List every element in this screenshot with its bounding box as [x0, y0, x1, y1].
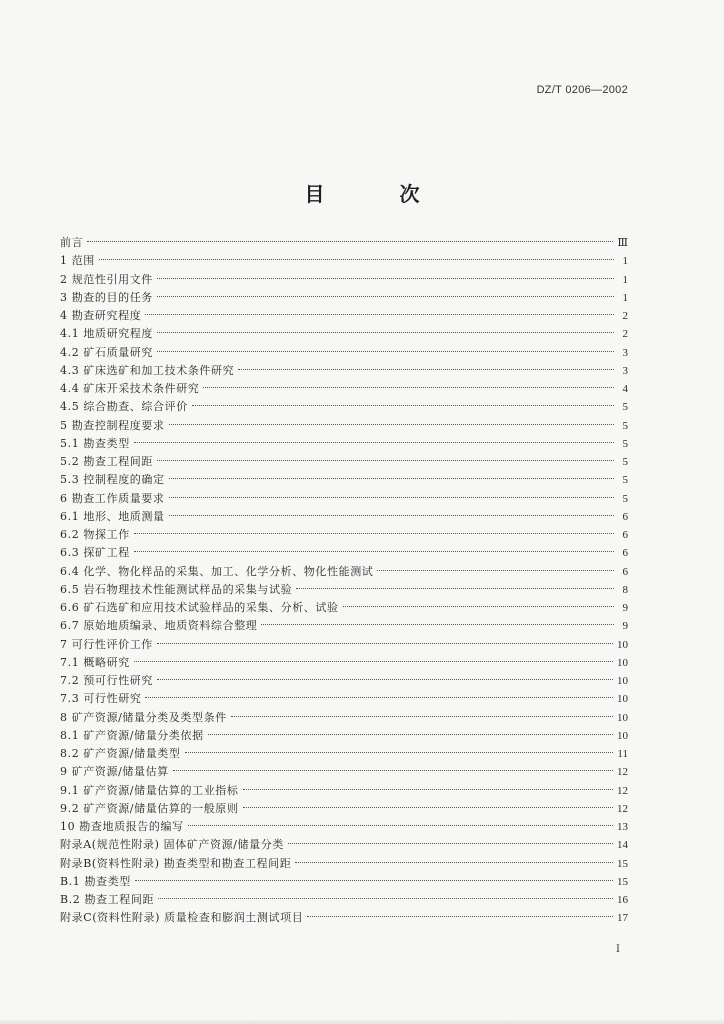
toc-entry-page: 1	[622, 291, 628, 304]
toc-entry[interactable]	[60, 873, 628, 891]
toc-dot-leader	[243, 807, 614, 808]
toc-entry[interactable]	[60, 709, 628, 727]
standard-code: DZ/T 0206—2002	[536, 84, 628, 96]
toc-entry-label: 2 规范性引用文件	[60, 272, 153, 286]
toc-dot-leader	[157, 278, 614, 279]
scan-edge	[0, 1020, 724, 1024]
toc-dot-leader	[295, 862, 613, 863]
toc-entry-label: 8.2 矿产资源/储量类型	[60, 747, 181, 760]
toc-dot-leader	[134, 533, 614, 534]
toc-entry[interactable]	[60, 544, 628, 562]
toc-entry-label: 4.3 矿床选矿和加工技术条件研究	[60, 363, 235, 377]
toc-dot-leader	[169, 497, 615, 498]
toc-entry[interactable]	[60, 654, 628, 672]
toc-entry-page: 12	[617, 784, 628, 797]
toc-entry[interactable]	[60, 727, 628, 745]
toc-dot-leader	[238, 369, 614, 370]
toc-entry-label: 附录C(资料性附录) 质量检查和膨润土测试项目	[60, 911, 304, 925]
toc-entry[interactable]	[60, 909, 628, 927]
toc-entry-page: 9	[622, 602, 628, 614]
toc-entry[interactable]	[60, 745, 628, 763]
toc-entry[interactable]	[60, 344, 628, 362]
toc-dot-leader	[307, 916, 613, 917]
toc-dot-leader	[231, 716, 613, 717]
toc-dot-leader	[157, 351, 614, 352]
toc-entry-page: 11	[617, 748, 628, 760]
toc-entry-page: 1	[622, 255, 628, 268]
toc-entry-page: 2	[622, 310, 628, 322]
toc-entry-label: 7.3 可行性研究	[60, 692, 142, 706]
toc-entry-page: 5	[622, 437, 628, 450]
toc-dot-leader	[157, 296, 614, 297]
toc-entry-label: 6.2 物探工作	[60, 528, 130, 541]
toc-entry-page: 10	[617, 729, 628, 742]
toc-entry[interactable]	[60, 763, 628, 781]
toc-entry-page: 16	[617, 894, 628, 906]
toc-dot-leader	[99, 259, 614, 260]
toc-entry[interactable]	[60, 289, 628, 307]
toc-entry-page: 12	[617, 766, 628, 779]
toc-entry-page: 10	[617, 656, 628, 669]
toc-dot-leader	[87, 241, 613, 242]
toc-entry-page: 6	[622, 547, 628, 560]
toc-entry[interactable]	[60, 508, 628, 526]
toc-entry[interactable]	[60, 252, 628, 270]
toc-entry-label: 7.2 预可行性研究	[60, 674, 153, 687]
toc-dot-leader	[208, 734, 613, 735]
toc-entry-label: 9.2 矿产资源/储量估算的一般原则	[60, 801, 239, 815]
toc-dot-leader	[157, 332, 614, 333]
toc-entry-label: 3 勘查的目的任务	[60, 290, 153, 304]
toc-entry-label: 7.1 概略研究	[60, 655, 130, 669]
toc-dot-leader	[188, 825, 613, 826]
toc-entry[interactable]	[60, 672, 628, 690]
toc-entry-page: 10	[617, 638, 628, 651]
toc-entry-label: 5.3 控制程度的确定	[60, 473, 165, 487]
toc-entry-label: 9 矿产资源/储量估算	[60, 765, 169, 779]
toc-dot-leader	[134, 551, 614, 552]
toc-entry-page: 10	[617, 711, 628, 724]
toc-entry-page: 5	[622, 401, 628, 414]
toc-dot-leader	[145, 314, 614, 315]
toc-entry-label: 8 矿产资源/储量分类及类型条件	[60, 710, 227, 724]
toc-entry[interactable]	[60, 855, 628, 873]
toc-entry[interactable]	[60, 271, 628, 289]
toc-entry-page: Ⅲ	[617, 237, 628, 249]
toc-entry-page: 13	[617, 821, 628, 833]
toc-entry-label: 10 勘查地质报告的编写	[60, 820, 184, 833]
toc-entry-label: 7 可行性评价工作	[60, 637, 153, 651]
toc-dot-leader	[134, 442, 614, 443]
toc-entry-label: 5.2 勘查工程间距	[60, 455, 153, 468]
toc-entry-page: 10	[617, 693, 628, 706]
toc-entry-label: 9.1 矿产资源/储量估算的工业指标	[60, 783, 239, 797]
toc-entry-label: 4.2 矿石质量研究	[60, 345, 153, 359]
toc-dot-leader	[169, 515, 614, 516]
toc-dot-leader	[157, 460, 614, 461]
toc-entry-page: 15	[617, 857, 628, 870]
toc-entry[interactable]	[60, 398, 628, 416]
toc-entry-page: 4	[622, 383, 628, 395]
toc-entry[interactable]	[60, 617, 628, 635]
toc-title: 目 次	[304, 182, 454, 206]
toc-entry[interactable]	[60, 581, 628, 599]
toc-entry-page: 5	[622, 474, 628, 487]
toc-entry-label: 6 勘查工作质量要求	[60, 491, 165, 505]
toc-entry-page: 8	[622, 583, 628, 596]
toc-entry-page: 3	[622, 364, 628, 377]
toc-entry[interactable]	[60, 690, 628, 708]
toc-entry-page: 6	[622, 565, 628, 578]
toc-dot-leader	[296, 588, 614, 589]
toc-entry-label: B.1 勘查类型	[60, 874, 131, 888]
toc-dot-leader	[243, 789, 614, 790]
toc-entry[interactable]	[60, 800, 628, 818]
toc-entry[interactable]	[60, 453, 628, 471]
toc-dot-leader	[173, 770, 613, 771]
toc-entry-page: 5	[622, 492, 628, 505]
toc-entry[interactable]	[60, 490, 628, 508]
toc-dot-leader	[145, 697, 613, 698]
toc-entry-page: 12	[617, 802, 628, 815]
toc-dot-leader	[261, 624, 614, 625]
toc-dot-leader	[377, 570, 614, 571]
toc-entry-label: 4.1 地质研究程度	[60, 327, 153, 341]
toc-dot-leader	[343, 606, 614, 607]
toc-entry[interactable]	[60, 417, 628, 435]
toc-entry-label: 8.1 矿产资源/储量分类依据	[60, 728, 204, 742]
toc-dot-leader	[185, 752, 614, 753]
toc-entry-page: 5	[622, 419, 628, 432]
toc-dot-leader	[134, 661, 613, 662]
toc-dot-leader	[169, 478, 614, 479]
toc-entry[interactable]	[60, 782, 628, 800]
toc-entry-page: 2	[622, 328, 628, 341]
toc-entry-label: B.2 勘查工程间距	[60, 893, 155, 906]
toc-entry-label: 4.5 综合勘查、综合评价	[60, 400, 188, 414]
table-of-contents	[60, 234, 628, 928]
toc-entry-page: 5	[622, 456, 628, 468]
toc-dot-leader	[192, 405, 614, 406]
toc-entry[interactable]	[60, 325, 628, 343]
toc-entry[interactable]	[60, 636, 628, 654]
toc-entry[interactable]	[60, 836, 628, 854]
toc-entry[interactable]	[60, 234, 628, 252]
toc-entry[interactable]	[60, 435, 628, 453]
toc-entry-label: 6.5 岩石物理技术性能测试样品的采集与试验	[60, 582, 293, 596]
toc-entry-page: 6	[622, 510, 628, 523]
toc-entry-page: 3	[622, 346, 628, 359]
toc-entry-label: 1 范围	[60, 254, 95, 268]
toc-entry-label: 6.7 原始地质编录、地质资料综合整理	[60, 619, 258, 633]
toc-entry-page: 9	[622, 620, 628, 633]
toc-entry-label: 6.4 化学、物化样品的采集、加工、化学分析、物化性能测试	[60, 564, 374, 578]
toc-entry[interactable]	[60, 471, 628, 489]
toc-entry-label: 5.1 勘查类型	[60, 436, 130, 450]
toc-entry-label: 5 勘查控制程度要求	[60, 418, 165, 432]
toc-entry[interactable]	[60, 563, 628, 581]
toc-entry[interactable]	[60, 526, 628, 544]
toc-dot-leader	[288, 843, 613, 844]
toc-dot-leader	[158, 898, 613, 899]
toc-entry[interactable]	[60, 818, 628, 836]
toc-entry[interactable]	[60, 307, 628, 325]
toc-entry-label: 附录A(规范性附录) 固体矿产资源/储量分类	[60, 838, 284, 852]
toc-entry-label: 4 勘查研究程度	[60, 309, 142, 322]
toc-entry-label: 6.6 矿石选矿和应用技术试验样品的采集、分析、试验	[60, 601, 339, 614]
page-number: I	[616, 944, 620, 955]
toc-entry-page: 1	[622, 273, 628, 286]
toc-entry-label: 4.4 矿床开采技术条件研究	[60, 382, 200, 395]
toc-entry-page: 15	[617, 875, 628, 888]
toc-entry-page: 10	[617, 675, 628, 687]
toc-entry[interactable]	[60, 362, 628, 380]
toc-entry-page: 14	[617, 839, 628, 852]
toc-entry-page: 6	[622, 529, 628, 541]
toc-entry[interactable]	[60, 891, 628, 909]
toc-dot-leader	[135, 880, 613, 881]
toc-entry-page: 17	[617, 912, 628, 925]
toc-entry-label: 前言	[60, 236, 84, 249]
toc-dot-leader	[157, 679, 613, 680]
toc-dot-leader	[203, 387, 614, 388]
toc-entry-label: 6.3 探矿工程	[60, 546, 130, 560]
toc-entry[interactable]	[60, 380, 628, 398]
toc-entry[interactable]	[60, 599, 628, 617]
toc-entry-label: 6.1 地形、地质测量	[60, 509, 165, 523]
toc-entry-label: 附录B(资料性附录) 勘查类型和勘查工程间距	[60, 856, 292, 870]
toc-dot-leader	[157, 643, 613, 644]
toc-dot-leader	[169, 424, 615, 425]
